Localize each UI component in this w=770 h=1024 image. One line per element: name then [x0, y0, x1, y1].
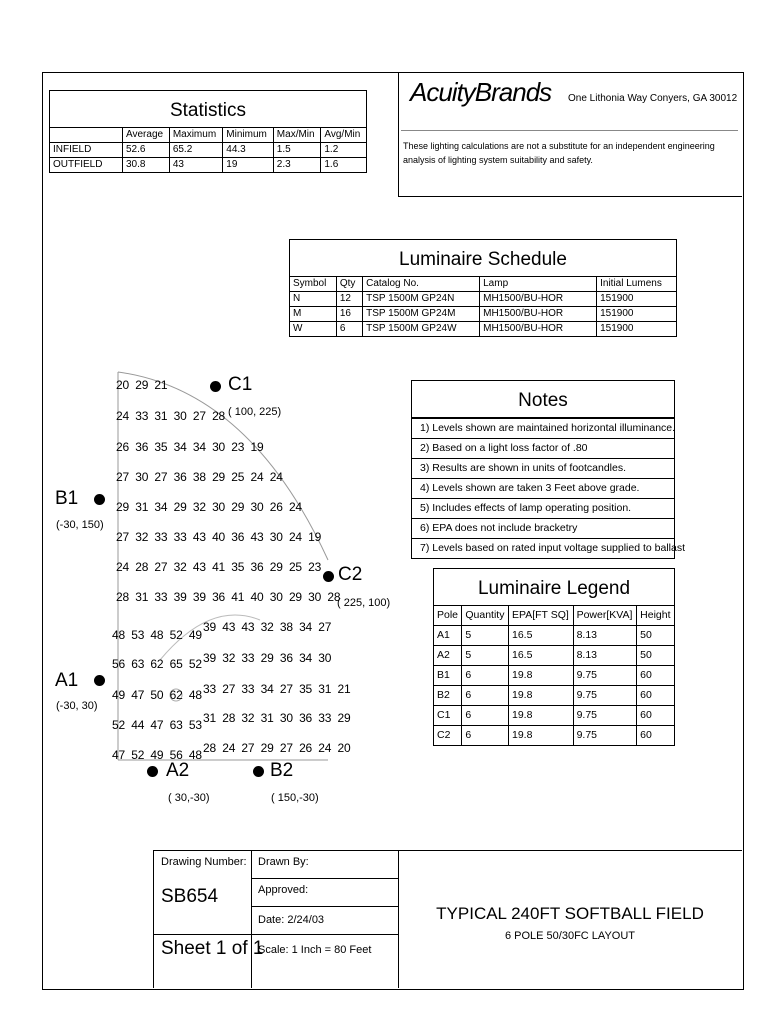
note-item: 4) Levels shown are taken 3 Feet above grade. [412, 478, 674, 498]
pole-a1-coord: (-30, 30) [56, 700, 98, 712]
header-bottom-line [398, 196, 742, 197]
titleblock-left [153, 850, 154, 988]
disclaimer-text: These lighting calculations are not a substitute for an independent engineering analysis of lighting system suitability and safety. [403, 141, 715, 165]
legend-cell: 9.75 [573, 666, 637, 686]
titleblock-top [153, 850, 742, 851]
legend-header: EPA[FT SQ] [509, 606, 574, 626]
pole-a2-label: A2 [166, 760, 190, 781]
stat-cell: INFIELD [50, 143, 123, 158]
legend-header: Quantity [462, 606, 509, 626]
grid-row: 24 28 27 32 43 41 35 36 29 25 23 [116, 560, 322, 574]
legend-cell: 6 [462, 706, 509, 726]
grid-row: 24 33 31 30 27 28 [116, 409, 226, 423]
grid-row: 27 30 27 36 38 29 25 24 24 [116, 470, 283, 484]
stat-cell: OUTFIELD [50, 158, 123, 173]
luminaire-schedule [289, 239, 677, 337]
date: Date: 2/24/03 [258, 914, 325, 926]
pole-c2-coord: ( 225, 100) [337, 597, 391, 609]
pole-b2-marker [253, 766, 264, 777]
grid-row: 39 43 43 32 38 34 27 [203, 620, 332, 634]
schedule-title: Luminaire Schedule [290, 240, 676, 277]
legend-cell: A2 [434, 646, 462, 666]
legend-cell: 16.5 [509, 646, 574, 666]
drawing-number-label: Drawing Number: [161, 856, 247, 868]
legend-cell: 9.75 [573, 686, 637, 706]
legend-cell: 60 [637, 666, 674, 686]
legend-grid [434, 606, 674, 745]
schedule-cell: N [290, 292, 336, 307]
legend-cell: 9.75 [573, 706, 637, 726]
approved: Approved: [258, 884, 309, 896]
grid-row: 27 32 33 33 43 40 36 43 30 24 19 [116, 530, 322, 544]
legend-cell: 60 [637, 706, 674, 726]
infield-row: 48 53 48 52 49 [112, 628, 202, 642]
note-item: 5) Includes effects of lamp operating position. [412, 498, 674, 518]
legend-cell: 19.8 [509, 706, 574, 726]
note-item: 7) Levels based on rated input voltage supplied to ballast [412, 538, 674, 558]
pole-b1-marker [94, 494, 105, 505]
legend-cell: C1 [434, 706, 462, 726]
schedule-cell: 151900 [597, 292, 676, 307]
schedule-cell: MH1500/BU-HOR [480, 292, 597, 307]
statistics-title: Statistics [50, 91, 366, 128]
schedule-cell: 151900 [597, 307, 676, 322]
legend-header: Power[KVA] [573, 606, 637, 626]
drawing-subtitle: 6 POLE 50/30FC LAYOUT [504, 930, 636, 942]
note-item: 6) EPA does not include bracketry [412, 518, 674, 538]
schedule-cell: TSP 1500M GP24W [363, 322, 480, 337]
drawn-by: Drawn By: [258, 856, 309, 868]
schedule-cell: M [290, 307, 336, 322]
luminaire-legend [433, 568, 675, 746]
notes-title: Notes [412, 381, 674, 418]
infield-row: 52 44 47 63 53 [112, 718, 202, 732]
schedule-cell: 12 [336, 292, 362, 307]
legend-cell: 8.13 [573, 626, 637, 646]
legend-cell: 19.8 [509, 666, 574, 686]
pole-a2-marker [147, 766, 158, 777]
note-item: 3) Results are shown in units of footcandles. [412, 458, 674, 478]
pole-a1-label: A1 [55, 670, 79, 691]
schedule-cell: 16 [336, 307, 362, 322]
schedule-header: Symbol [293, 278, 327, 289]
titleblock-row3 [153, 934, 398, 935]
schedule-header: Initial Lumens [597, 277, 676, 292]
stat-header: Max/Min [273, 128, 321, 143]
pole-b1-label: B1 [55, 488, 79, 509]
schedule-cell: TSP 1500M GP24N [363, 292, 480, 307]
legend-cell: B1 [434, 666, 462, 686]
legend-header: Height [637, 606, 674, 626]
grid-row: 28 31 33 39 39 36 41 40 30 29 30 28 [116, 590, 341, 604]
schedule-header: Lamp [480, 277, 597, 292]
logo-text: AcuityBrands [410, 77, 552, 107]
stat-cell: 1.6 [321, 158, 366, 173]
grid-row: 28 24 27 29 27 26 24 20 [203, 741, 351, 755]
legend-cell: 19.8 [509, 726, 574, 746]
pole-b1-coord: (-30, 150) [56, 519, 104, 531]
header-divider [398, 72, 399, 196]
titleblock-row2 [251, 906, 398, 907]
schedule-header: Qty [336, 277, 362, 292]
stat-cell: 52.6 [123, 143, 170, 158]
legend-cell: 60 [637, 686, 674, 706]
stat-cell: 43 [169, 158, 222, 173]
legend-cell: 6 [462, 726, 509, 746]
schedule-grid [290, 277, 676, 336]
schedule-header: Catalog No. [363, 277, 480, 292]
pole-c1-marker [210, 381, 221, 392]
logo-underline [401, 130, 738, 131]
legend-cell: 6 [462, 666, 509, 686]
drawing-number: SB654 [161, 886, 219, 907]
schedule-cell: 151900 [597, 322, 676, 337]
legend-cell: C2 [434, 726, 462, 746]
stat-cell: 1.5 [273, 143, 321, 158]
grid-row: 31 28 32 31 30 36 33 29 [203, 711, 351, 725]
stat-header [50, 128, 123, 143]
legend-cell: 5 [462, 646, 509, 666]
legend-cell: 8.13 [573, 646, 637, 666]
infield-row: 56 63 62 65 52 [112, 657, 202, 671]
pole-c1-coord: ( 100, 225) [228, 406, 282, 418]
pole-a1-marker [94, 675, 105, 686]
stat-cell: 44.3 [223, 143, 274, 158]
statistics-grid [50, 128, 366, 172]
legend-cell: 50 [637, 646, 674, 666]
grid-row: 39 32 33 29 36 34 30 [203, 651, 332, 665]
stat-cell: 30.8 [123, 158, 170, 173]
drawing-title: TYPICAL 240FT SOFTBALL FIELD [436, 904, 704, 923]
stat-header: Average [123, 128, 170, 143]
schedule-cell: MH1500/BU-HOR [480, 322, 597, 337]
legend-cell: 50 [637, 626, 674, 646]
legend-header: Pole [437, 609, 459, 621]
pole-a2-coord: ( 30,-30) [168, 792, 210, 804]
grid-row: 26 36 35 34 34 30 23 19 [116, 440, 264, 454]
legend-title: Luminaire Legend [434, 569, 674, 606]
statistics-table [49, 90, 367, 173]
schedule-cell: 6 [336, 322, 362, 337]
grid-row: 33 27 33 34 27 35 31 21 [203, 682, 351, 696]
stat-cell: 2.3 [273, 158, 321, 173]
legend-cell: 19.8 [509, 686, 574, 706]
infield-row: 49 47 50 62 48 [112, 688, 202, 702]
notes-box [411, 380, 686, 559]
grid-row: 20 29 21 [116, 378, 168, 392]
scale: Scale: 1 Inch = 80 Feet [258, 944, 372, 956]
stat-header: Avg/Min [321, 128, 366, 143]
note-item: 1) Levels shown are maintained horizontal illuminance. [412, 418, 674, 438]
titleblock-row1 [251, 878, 398, 879]
stat-header: Maximum [169, 128, 222, 143]
grid-row: 29 31 34 29 32 30 29 30 26 24 [116, 500, 302, 514]
sheet-number: Sheet 1 of 1 [161, 938, 264, 959]
legend-cell: 9.75 [573, 726, 637, 746]
titleblock-mid [251, 850, 252, 988]
acuity-logo [410, 77, 551, 108]
stat-cell: 19 [223, 158, 274, 173]
company-address: One Lithonia Way Conyers, GA 30012 [568, 93, 738, 104]
legend-cell: 5 [462, 626, 509, 646]
legend-cell: 6 [462, 686, 509, 706]
stat-cell: 65.2 [169, 143, 222, 158]
legend-cell: A1 [434, 626, 462, 646]
infield-row: 47 52 49 56 48 [112, 748, 202, 762]
pole-c1-label: C1 [228, 374, 253, 395]
pole-b2-label: B2 [270, 760, 294, 781]
schedule-cell: W [290, 322, 336, 337]
stat-header: Minimum [223, 128, 274, 143]
schedule-cell: MH1500/BU-HOR [480, 307, 597, 322]
legend-cell: 60 [637, 726, 674, 746]
legend-cell: B2 [434, 686, 462, 706]
pole-c2-marker [323, 571, 334, 582]
pole-c2-label: C2 [338, 564, 363, 585]
schedule-cell: TSP 1500M GP24M [363, 307, 480, 322]
legend-cell: 16.5 [509, 626, 574, 646]
stat-cell: 1.2 [321, 143, 366, 158]
pole-b2-coord: ( 150,-30) [271, 792, 319, 804]
note-item: 2) Based on a light loss factor of .80 [412, 438, 674, 458]
